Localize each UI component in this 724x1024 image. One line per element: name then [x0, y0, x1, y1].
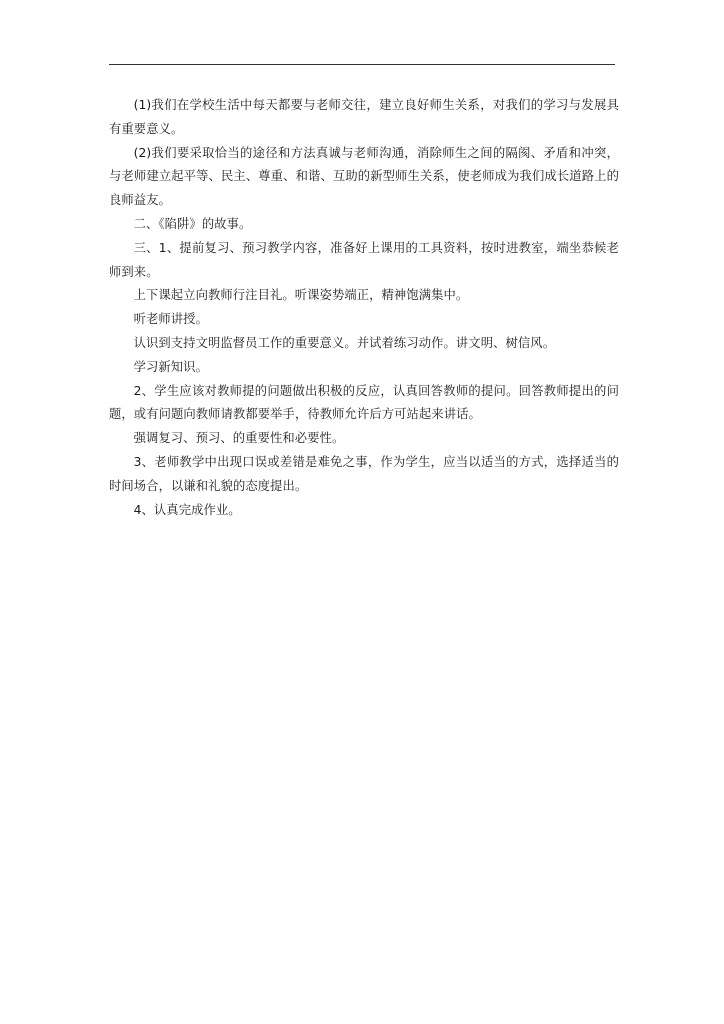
paragraph-8: 学习新知识。 — [133, 359, 208, 374]
paragraph-6: 听老师讲授。 — [133, 312, 208, 327]
paragraph-9: 2、学生应该对教师提的问题做出积极的反应，认真回答教师的提问。回答教师提出的问题，或有问题向教师请教都要举手，待教师允许后方可站起来讲话。 — [109, 383, 619, 422]
paragraph-11: 3、老师教学中出现口误或差错是难免之事，作为学生，应当以适当的方式，选择适当的时间场合，以谦和礼貌的态度提出。 — [109, 454, 619, 493]
paragraph-4: 三、1、提前复习、预习教学内容，准备好上课用的工具资料，按时进教室，端坐恭候老师到来。 — [109, 240, 619, 279]
paragraph-12: 4、认真完成作业。 — [133, 502, 241, 517]
paragraph-2: (2)我们要采取恰当的途径和方法真诚与老师沟通，消除师生之间的隔阂、矛盾和冲突，与老师建立起平等、民主、尊重、和谐、互助的新型师生关系，使老师成为我们成长道路上的良师益友。 — [109, 145, 619, 208]
paragraph-10: 强调复习、预习、的重要性和必要性。 — [133, 431, 345, 446]
header-rule — [109, 64, 615, 65]
paragraph-1: (1)我们在学校生活中每天都要与老师交往，建立良好师生关系，对我们的学习与发展具有重要意义。 — [109, 98, 619, 136]
paragraph-5: 上下课起立向教师行注目礼。听课姿势端正，精神饱满集中。 — [133, 288, 469, 303]
document-body — [109, 94, 619, 522]
paragraph-3: 二、《陷阱》的故事。 — [133, 216, 252, 231]
paragraph-7: 认识到支持文明监督员工作的重要意义。并试着练习动作。讲文明、树信风。 — [133, 335, 556, 350]
